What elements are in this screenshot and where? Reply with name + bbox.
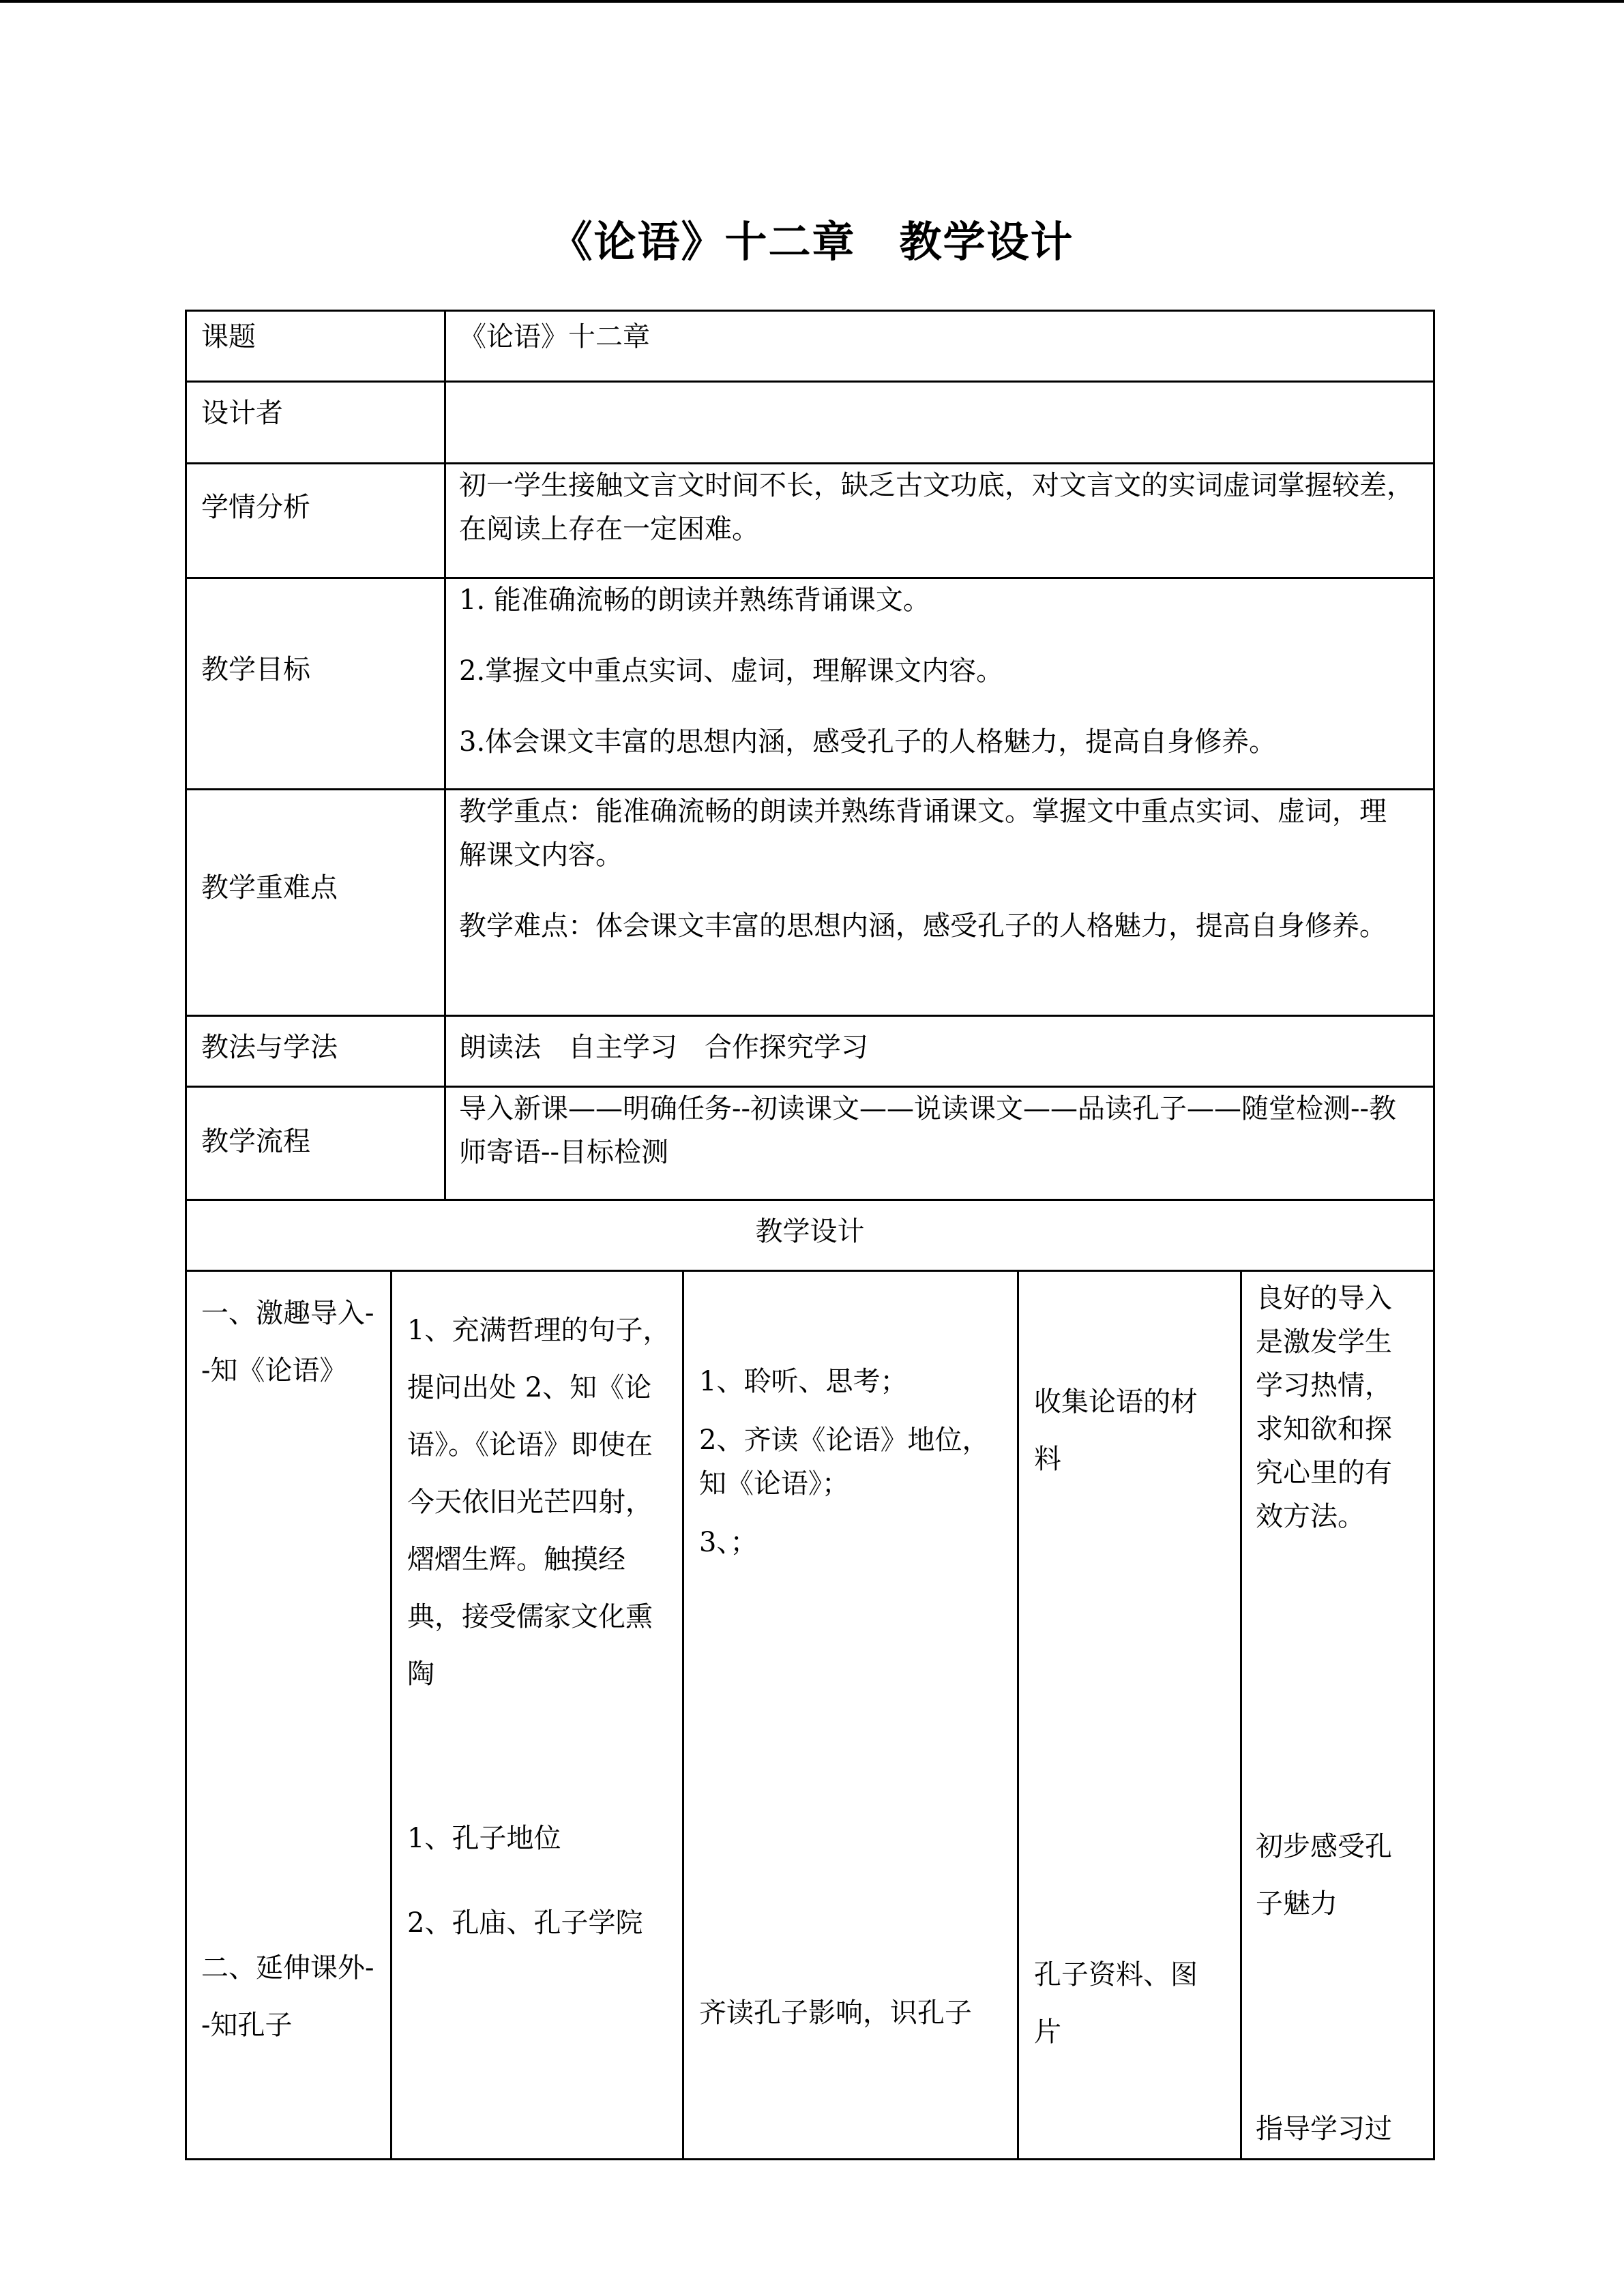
- stage-confucius: 二、延伸课外--知孔子: [201, 1952, 374, 2041]
- stage-intro: 一、激趣导入--知《论语》: [201, 1298, 374, 1386]
- teacher-activity-confucius: [407, 1817, 673, 1960]
- column-divider: [1240, 1270, 1242, 2158]
- lesson-plan-table: [185, 310, 1435, 2160]
- methods-label: 教法与学法: [201, 1032, 338, 1063]
- column-divider: [1017, 1270, 1019, 2158]
- column-divider: [682, 1270, 684, 2158]
- methods-value: 朗读法 自主学习 合作探究学习: [459, 1032, 868, 1063]
- keypoints-label: 教学重难点: [201, 872, 338, 904]
- analysis-label: 学情分析: [201, 492, 310, 523]
- resources-confucius: 孔子资料、图片: [1034, 1959, 1198, 2048]
- keypoint-item: 教学重点：能准确流畅的朗读并熟练背诵课文。掌握文中重点实词、虚词，理解课文内容。: [459, 796, 1387, 871]
- topic-value: 《论语》十二章: [459, 321, 650, 353]
- row-divider: [185, 1015, 1435, 1017]
- label-column-divider: [444, 310, 446, 1199]
- table-border-top: [185, 310, 1435, 312]
- row-divider: [185, 381, 1435, 383]
- resources-intro: 收集论语的材料: [1034, 1386, 1198, 1475]
- goal-item: 2.掌握文中重点实词、虚词，理解课文内容。: [459, 655, 1004, 687]
- keypoints-list: [459, 790, 1407, 948]
- analysis-value: 初一学生接触文言文时间不长，缺乏古文功底，对文言文的实词虚词掌握较差，在阅读上存在一定困难。: [459, 470, 1414, 545]
- student-activity-confucius: 齐读孔子影响，识孔子: [699, 1997, 972, 2029]
- student-activity-intro: [699, 1360, 1007, 1579]
- designer-label: 设计者: [201, 398, 283, 429]
- keypoint-item: 教学难点：体会课文丰富的思想内涵，感受孔子的人格魅力，提高自身修养。: [459, 910, 1387, 942]
- student-step: 2、齐读《论语》地位，知《论语》；: [699, 1425, 990, 1500]
- intent-next: 指导学习过: [1256, 2113, 1392, 2145]
- topic-label: 课题: [201, 321, 256, 353]
- goals-label: 教学目标: [201, 654, 310, 685]
- student-step: 1、聆听、思考；: [699, 1366, 908, 1397]
- process-value: 导入新课——明确任务--初读课文——说读课文——品读孔子——随堂检测--教师寄语--目标检测: [459, 1093, 1397, 1168]
- goal-item: 1. 能准确流畅的朗读并熟练背诵课文。: [459, 584, 930, 616]
- table-border-bottom: [185, 2158, 1435, 2160]
- page-top-border: [0, 0, 1624, 3]
- process-label: 教学流程: [201, 1126, 310, 1157]
- design-header: 教学设计: [755, 1216, 865, 1247]
- student-step: 3、；: [699, 1527, 758, 1558]
- intent-intro: 良好的导入是激发学生学习热情，求知欲和探究心里的有效方法。: [1256, 1283, 1392, 1532]
- row-divider: [185, 1199, 1435, 1201]
- goal-item: 3.体会课文丰富的思想内涵，感受孔子的人格魅力，提高自身修养。: [459, 726, 1277, 758]
- teacher-activity-intro: 1、充满哲理的句子，提问出处 2、知《论语》。《论语》即使在今天依旧光芒四射，熠熠生辉。触摸经典，接受儒家文化熏陶: [407, 1315, 670, 1690]
- teacher-step: 2、孔庙、孔子学院: [407, 1907, 643, 1939]
- goals-list: [459, 578, 1421, 764]
- document-title: 《论语》十二章 教学设计: [550, 217, 1074, 267]
- row-divider: [185, 1270, 1435, 1272]
- intent-confucius: 初步感受孔子魅力: [1256, 1831, 1392, 1920]
- teacher-step: 1、孔子地位: [407, 1823, 561, 1854]
- column-divider: [390, 1270, 392, 2158]
